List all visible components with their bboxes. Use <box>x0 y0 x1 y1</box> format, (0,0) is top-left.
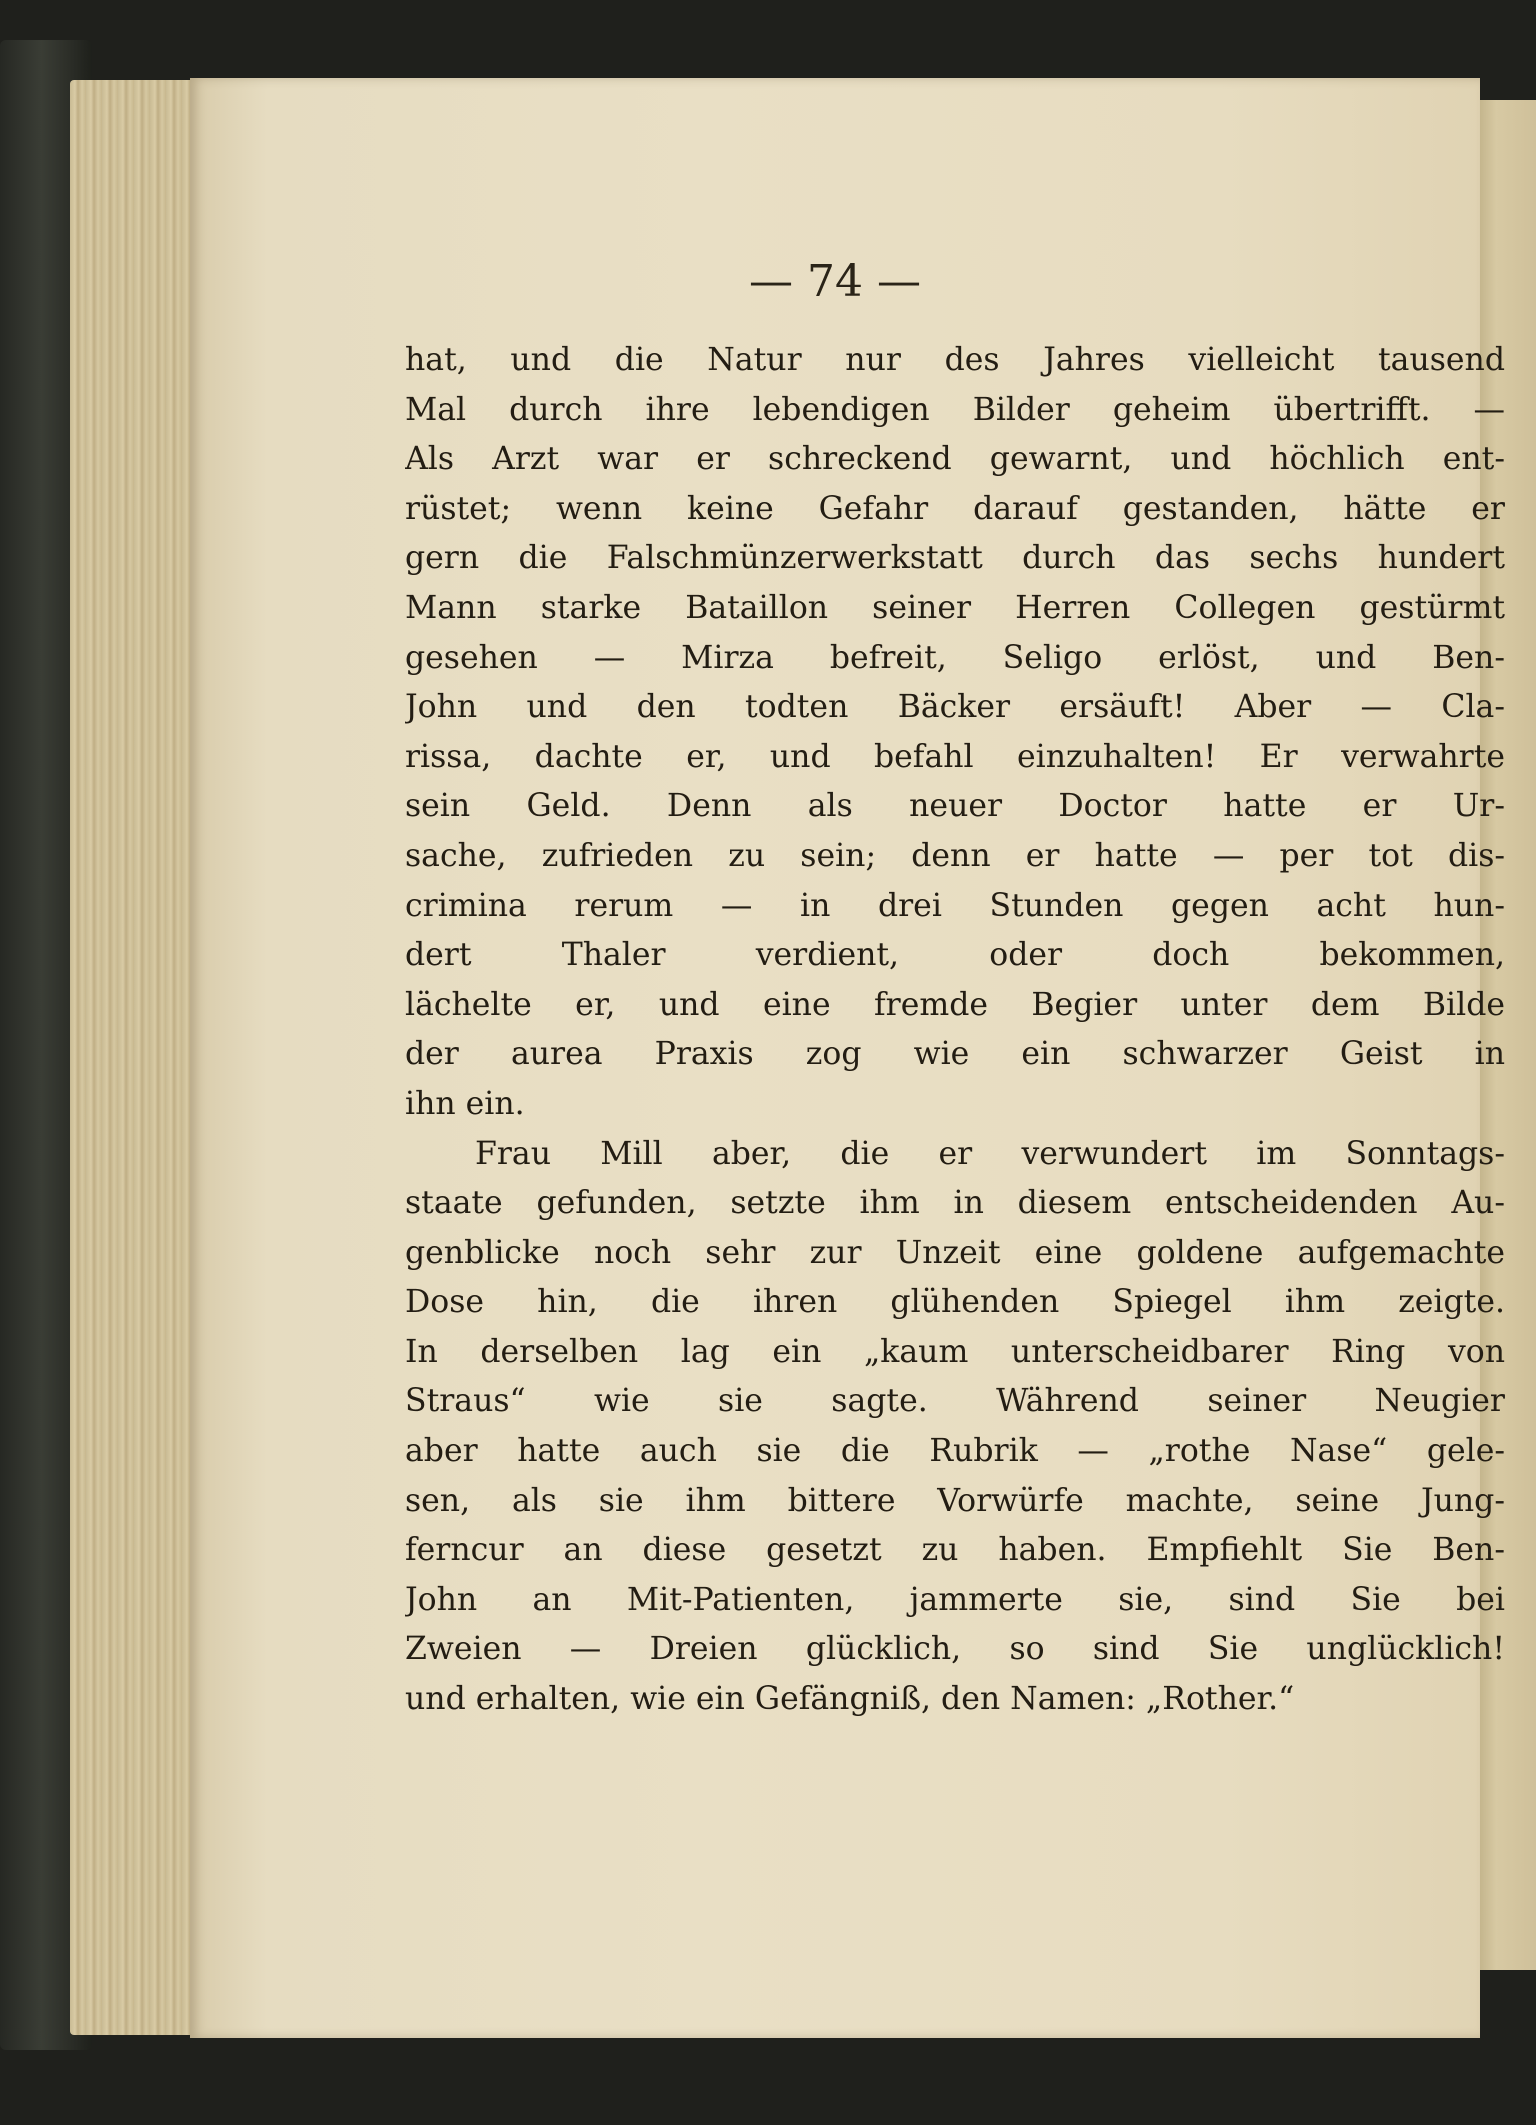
body-text <box>405 336 1505 1725</box>
text-line: Dose hin, die ihren glühenden Spiegel ihm zeigte. <box>405 1284 1505 1321</box>
text-line: Zweien — Dreien glücklich, so sind Sie unglücklich! <box>405 1631 1505 1668</box>
text-line: aber hatte auch sie die Rubrik — „rothe Nase“ gele- <box>405 1433 1505 1470</box>
text-line: rissa, dachte er, und befahl einzuhalten! Er verwahrte <box>405 738 1505 775</box>
text-line: dert Thaler verdient, oder doch bekommen, <box>405 937 1505 974</box>
text-line: John an Mit-Patienten, jammerte sie, sind Sie bei <box>405 1581 1505 1618</box>
text-line: genblicke noch sehr zur Unzeit eine goldene aufgemachte <box>405 1234 1505 1271</box>
text-line: staate gefunden, setzte ihm in diesem entscheidenden Au- <box>405 1185 1505 1222</box>
text-line: hat, und die Natur nur des Jahres vielleicht tausend <box>405 342 1505 378</box>
text-line: sen, als sie ihm bittere Vorwürfe machte, seine Jung- <box>405 1482 1505 1519</box>
book-page <box>190 78 1505 2038</box>
text-line: lächelte er, und eine fremde Begier unter dem Bilde <box>405 986 1505 1023</box>
text-line: Frau Mill aber, die er verwundert im Sonntags- <box>475 1135 1505 1172</box>
text-line: und erhalten, wie ein Gefängniß, den Namen: „Rother.“ <box>405 1681 1295 1718</box>
text-line: crimina rerum — in drei Stunden gegen acht hun- <box>405 887 1505 924</box>
page-number: — 74 — <box>749 256 921 307</box>
text-line: rüstet; wenn keine Gefahr darauf gestanden, hätte er <box>405 490 1505 527</box>
text-line: der aurea Praxis zog wie ein schwarzer Geist in <box>405 1036 1505 1073</box>
text-line: Mal durch ihre lebendigen Bilder geheim übertrifft. — <box>405 391 1505 428</box>
text-line: Straus“ wie sie sagte. Während seiner Neugier <box>405 1383 1505 1420</box>
text-line: ferncur an diese gesetzt zu haben. Empfiehlt Sie Ben- <box>405 1532 1505 1569</box>
text-line: sein Geld. Denn als neuer Doctor hatte er Ur- <box>405 788 1505 825</box>
text-line: ihn ein. <box>405 1085 525 1122</box>
text-line: Mann starke Bataillon seiner Herren Collegen gestürmt <box>405 589 1505 626</box>
text-line: gesehen — Mirza befreit, Seligo erlöst, und Ben- <box>405 639 1505 676</box>
text-line: In derselben lag ein „kaum unterscheidbarer Ring von <box>405 1333 1505 1370</box>
text-line: gern die Falschmünzerwerkstatt durch das sechs hundert <box>405 540 1505 577</box>
text-line: Als Arzt war er schreckend gewarnt, und höchlich ent- <box>405 441 1505 478</box>
text-line: sache, zufrieden zu sein; denn er hatte — per tot dis- <box>405 837 1505 874</box>
text-line: John und den todten Bäcker ersäuft! Aber — Cla- <box>405 689 1505 726</box>
